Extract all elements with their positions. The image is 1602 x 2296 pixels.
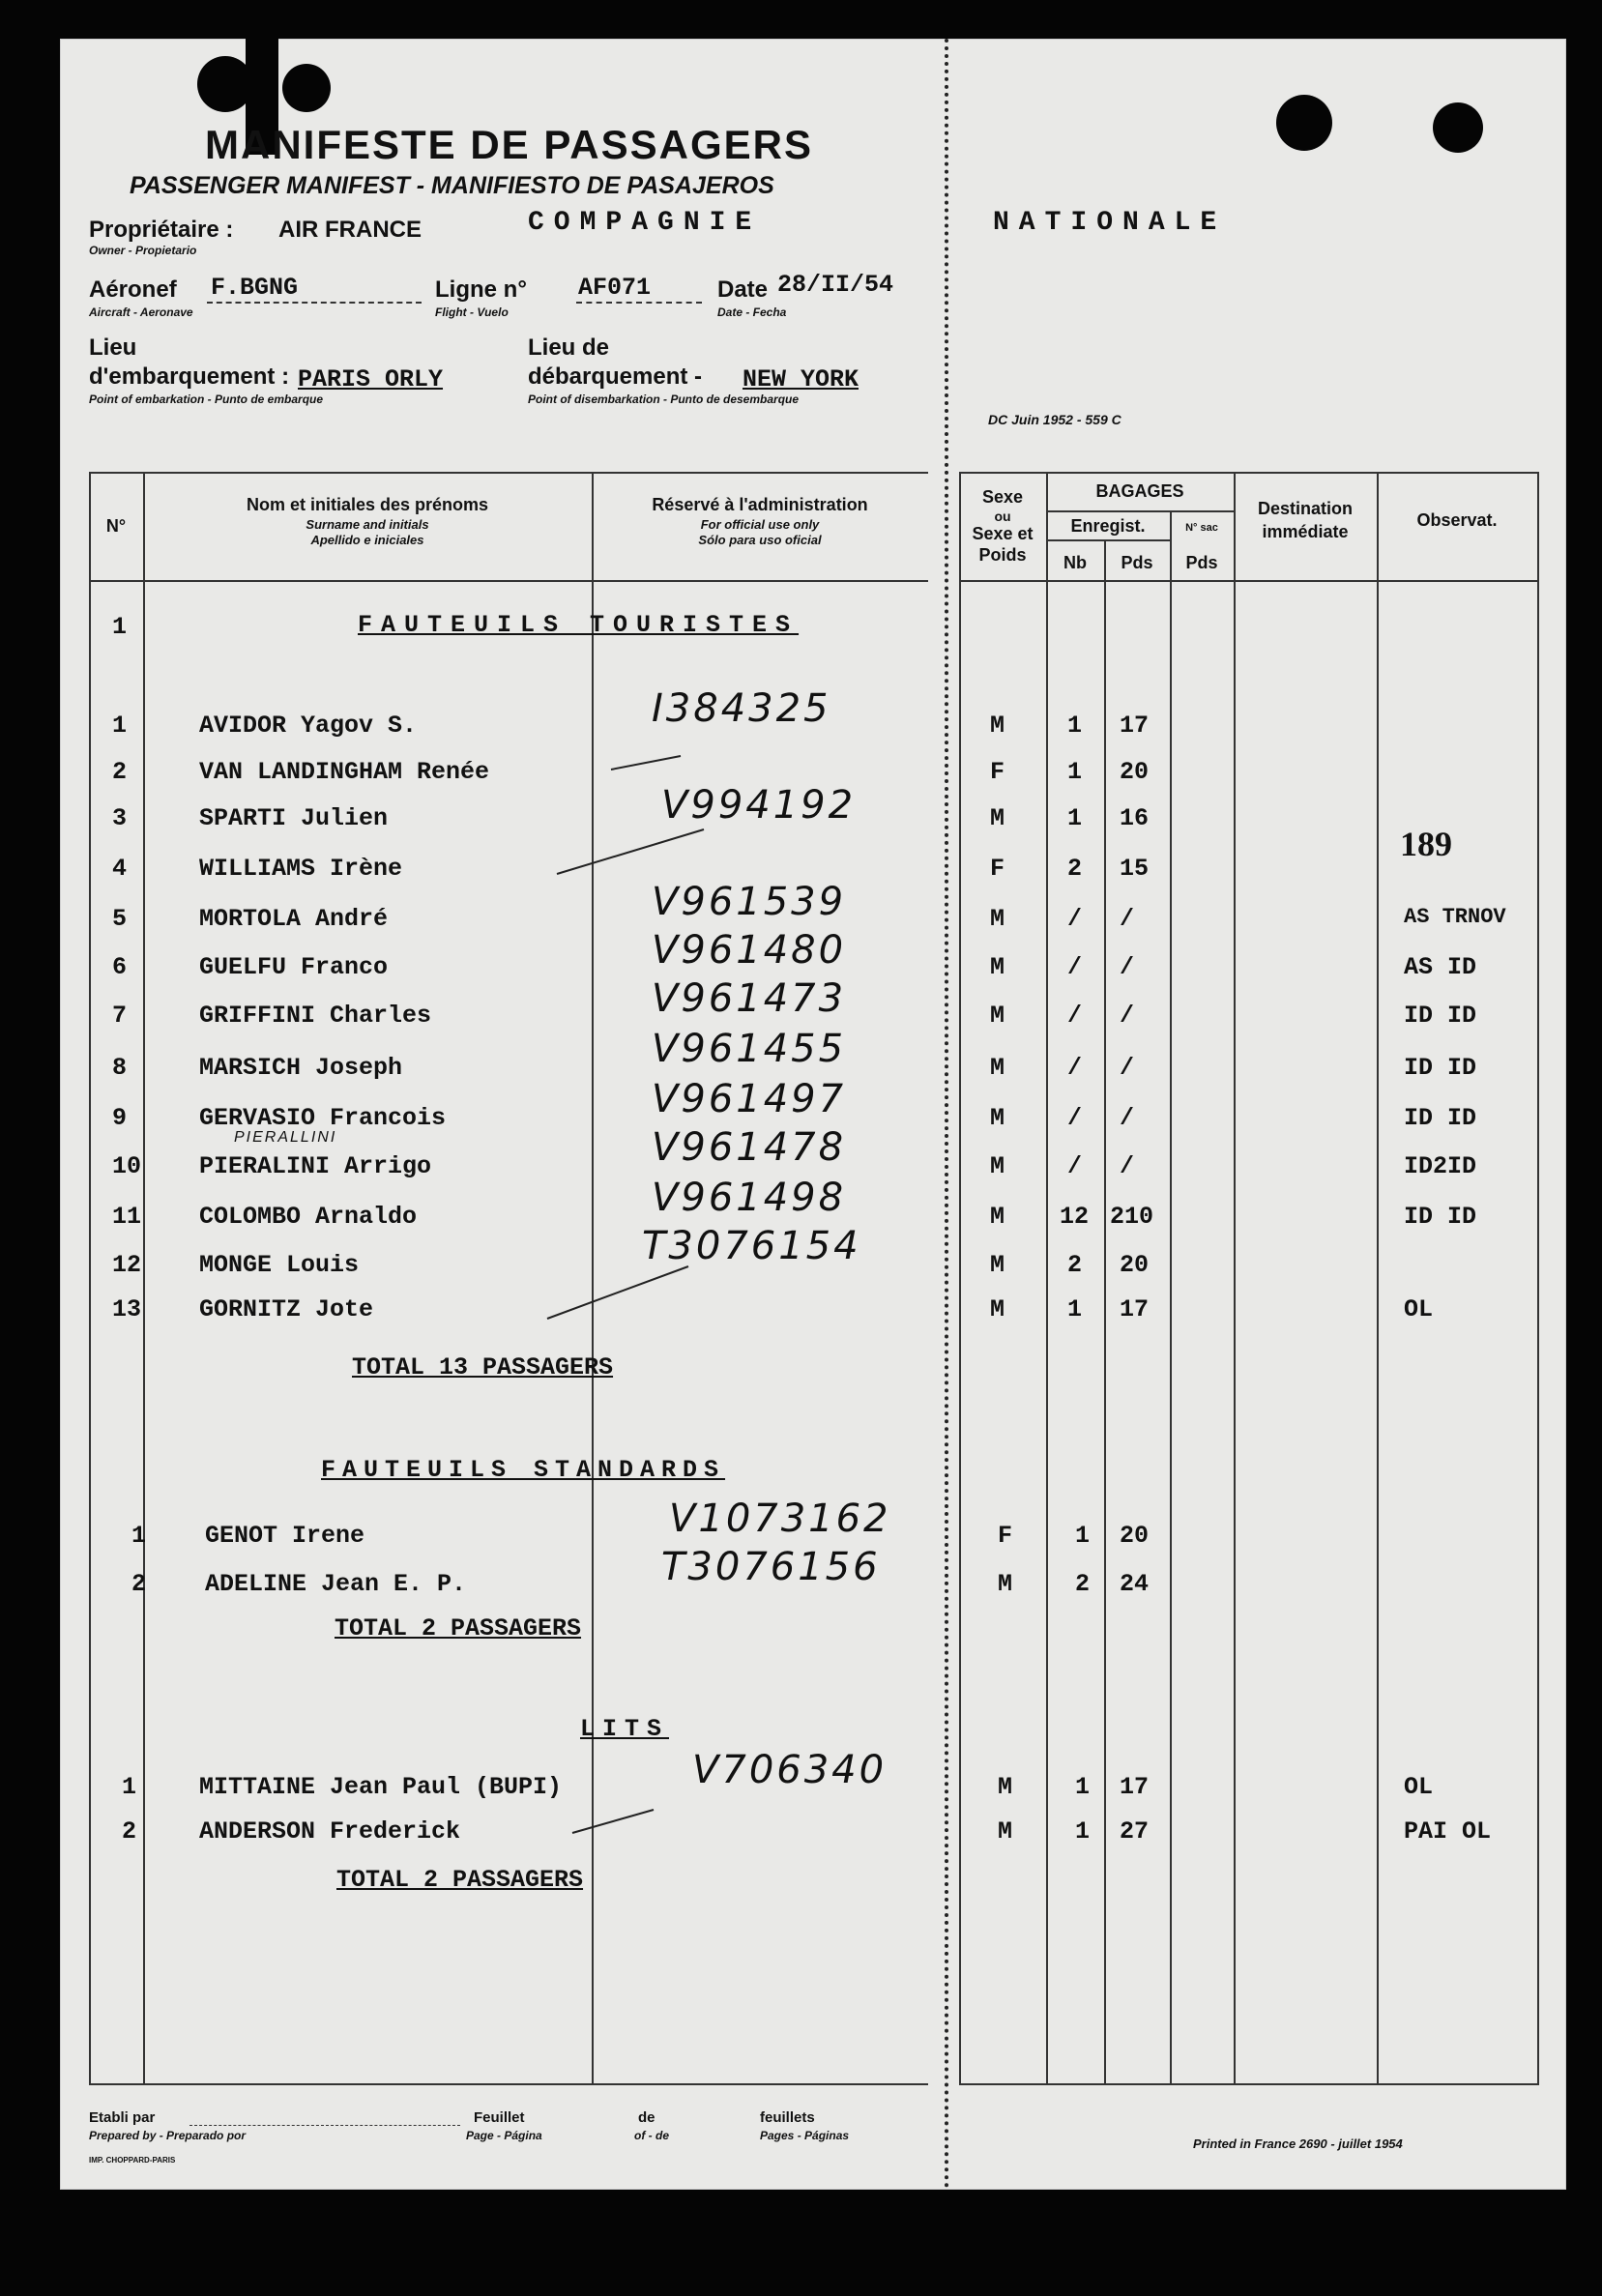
- row-no: 7: [112, 1002, 128, 1030]
- row-note: PIERALLINI: [234, 1129, 337, 1146]
- embark-sub: Point of embarkation - Punto de embarque: [89, 392, 324, 406]
- row-pds: 24: [1120, 1570, 1150, 1598]
- row-no: 13: [112, 1295, 142, 1323]
- page-subtitle: PASSENGER MANIFEST - MANIFIESTO DE PASAJEROS: [130, 172, 774, 199]
- row-nb: /: [1067, 1002, 1083, 1030]
- row-nb: 1: [1075, 1522, 1091, 1550]
- row-no: 2: [122, 1817, 137, 1846]
- aircraft-value: F.BGNG: [211, 274, 299, 302]
- row-name: GENOT Irene: [205, 1522, 365, 1550]
- col-header-name: Nom et initiales des prénoms: [246, 495, 489, 514]
- row-name: MORTOLA André: [199, 905, 389, 933]
- page-title: MANIFESTE DE PASSAGERS: [205, 122, 813, 167]
- row-nb: /: [1067, 905, 1083, 933]
- owner-sub: Owner - Propietario: [89, 244, 197, 257]
- section1-total: TOTAL 13 PASSAGERS: [352, 1353, 614, 1381]
- aircraft-line: [207, 302, 422, 304]
- footer-of-sub: of - de: [634, 2129, 669, 2142]
- footer-printer: IMP. CHOPPARD-PARIS: [89, 2156, 176, 2165]
- row-doc: V961478: [652, 1125, 847, 1170]
- pen-strokes: [89, 433, 1539, 2083]
- col-header-dest2: immédiate: [1262, 522, 1349, 541]
- row-doc: V961473: [652, 976, 847, 1021]
- row-name: ADELINE Jean E. P.: [205, 1570, 467, 1598]
- row-name: GERVASIO Francois: [199, 1104, 447, 1132]
- row-sex: M: [990, 953, 1005, 981]
- col-header-admin: Réservé à l'administration: [652, 495, 868, 514]
- row-no: 9: [112, 1104, 128, 1132]
- company-typed-1: COMPAGNIE: [528, 208, 762, 238]
- col-header-sex2: ou: [994, 509, 1011, 524]
- row-sex: M: [990, 1002, 1005, 1030]
- flight-line: [576, 302, 702, 304]
- row-pds: /: [1120, 1054, 1135, 1082]
- footer-sheets-label: feuillets: [760, 2109, 815, 2126]
- company-typed-2: NATIONALE: [993, 208, 1227, 238]
- row-name: MONGE Louis: [199, 1251, 360, 1279]
- manifest-sheet: [60, 39, 1566, 2190]
- row-nb: /: [1067, 1054, 1083, 1082]
- embark-label-1: Lieu: [89, 334, 137, 361]
- flight-sub: Flight - Vuelo: [435, 305, 509, 319]
- stroke-row2: [611, 756, 681, 770]
- owner-label: Propriétaire :: [89, 217, 234, 243]
- col-header-nb: Nb: [1063, 553, 1087, 572]
- row-name: GORNITZ Jote: [199, 1295, 374, 1323]
- section1-heading: FAUTEUILS TOURISTES: [358, 611, 800, 639]
- date-sub: Date - Fecha: [717, 305, 787, 319]
- row-name: VAN LANDINGHAM Renée: [199, 758, 490, 786]
- stroke-lits2: [572, 1810, 654, 1833]
- embark-value: PARIS ORLY: [298, 365, 444, 393]
- row-doc: V961455: [652, 1027, 847, 1071]
- row-nb: 1: [1067, 804, 1083, 832]
- row-obs: AS TRNOV: [1404, 905, 1506, 929]
- col-header-sex3: Sexe et: [972, 524, 1034, 543]
- row-name: GUELFU Franco: [199, 953, 389, 981]
- col-header-dest1: Destination: [1257, 499, 1353, 518]
- col-header-admin-sub1: For official use only: [700, 517, 820, 532]
- row-obs: ID ID: [1404, 1002, 1477, 1030]
- row-obs: OL: [1404, 1295, 1434, 1323]
- row-doc: V994192: [661, 783, 857, 828]
- col-header-sex1: Sexe: [981, 487, 1024, 507]
- disembark-label-1: Lieu de: [528, 334, 610, 361]
- row-sex: F: [998, 1522, 1013, 1550]
- footer-sheet-label: Feuillet: [474, 2109, 525, 2126]
- row-pds: 17: [1120, 712, 1150, 740]
- footer-prepared-sub: Prepared by - Preparado por: [89, 2129, 247, 2142]
- row-no: 1: [122, 1773, 137, 1801]
- row-sex: M: [990, 1104, 1005, 1132]
- row-doc: V706340: [692, 1748, 888, 1792]
- row-doc: V961497: [652, 1077, 847, 1121]
- row-pds: 17: [1120, 1295, 1150, 1323]
- punch-hole-left-2: [282, 64, 331, 112]
- row-no: 10: [112, 1152, 142, 1180]
- date-value: 28/II/54: [777, 271, 894, 299]
- row-sex: M: [990, 712, 1005, 740]
- footer-prepared-label: Etabli par: [89, 2109, 156, 2126]
- embark-label-2: d'embarquement :: [89, 363, 290, 390]
- col-header-admin-sub2: Sólo para uso oficial: [698, 533, 822, 547]
- row-doc: I384325: [652, 686, 831, 731]
- disembark-sub: Point of disembarkation - Punto de desembarque: [528, 392, 800, 406]
- punch-hole-right-2: [1433, 102, 1483, 153]
- row-obs: ID ID: [1404, 1203, 1477, 1231]
- row-doc: T3076154: [642, 1224, 861, 1268]
- row-sex: M: [990, 1152, 1005, 1180]
- row-pds: /: [1120, 953, 1135, 981]
- row-nb: /: [1067, 953, 1083, 981]
- row-pds: 20: [1120, 758, 1150, 786]
- col-header-bagages: BAGAGES: [1095, 481, 1184, 501]
- punch-hole-right-1: [1276, 95, 1332, 151]
- row-doc: V961498: [652, 1176, 847, 1220]
- footer-sheet-sub: Page - Página: [466, 2129, 542, 2142]
- row-no: 3: [112, 804, 128, 832]
- form-code: DC Juin 1952 - 559 C: [988, 412, 1121, 427]
- section3-heading: LITS: [580, 1715, 670, 1743]
- row-no: 5: [112, 905, 128, 933]
- row-nb: 2: [1067, 855, 1083, 883]
- col-header-no: N°: [105, 516, 127, 536]
- row-name: MITTAINE Jean Paul (BUPI): [199, 1773, 563, 1801]
- footer-of-label: de: [638, 2109, 655, 2126]
- row-nb: 12: [1060, 1203, 1090, 1231]
- row-nb: 2: [1067, 1251, 1083, 1279]
- row-pds: /: [1120, 1104, 1135, 1132]
- row-sex: M: [990, 1054, 1005, 1082]
- row-sex: M: [990, 905, 1005, 933]
- section1-heading-no: 1: [112, 613, 128, 641]
- row-name: COLOMBO Arnaldo: [199, 1203, 418, 1231]
- row-no: 2: [131, 1570, 147, 1598]
- row-pds: /: [1120, 905, 1135, 933]
- col-header-enreg: Enregist.: [1070, 516, 1146, 536]
- row-nb: 1: [1075, 1773, 1091, 1801]
- section3-total: TOTAL 2 PASSAGERS: [336, 1866, 584, 1894]
- row-sex: M: [998, 1817, 1013, 1846]
- section2-heading: FAUTEUILS STANDARDS: [321, 1456, 726, 1484]
- row-pds: 16: [1120, 804, 1150, 832]
- row-obs: 189: [1400, 825, 1452, 863]
- row-doc: V961480: [652, 928, 847, 973]
- row-pds: /: [1120, 1152, 1135, 1180]
- table-bottom-left: [89, 2083, 928, 2085]
- row-nb: 1: [1067, 758, 1083, 786]
- stroke-row4: [557, 829, 704, 874]
- row-obs: ID ID: [1404, 1104, 1477, 1132]
- row-sex: M: [990, 1295, 1005, 1323]
- row-pds: 210: [1110, 1203, 1154, 1231]
- row-sex: M: [990, 1203, 1005, 1231]
- row-pds: 17: [1120, 1773, 1150, 1801]
- row-nb: 2: [1075, 1570, 1091, 1598]
- col-header-pds2: Pds: [1185, 553, 1218, 572]
- row-doc: V961539: [652, 880, 847, 924]
- row-pds: 20: [1120, 1251, 1150, 1279]
- row-sex: M: [990, 1251, 1005, 1279]
- row-pds: 20: [1120, 1522, 1150, 1550]
- owner-value: AIR FRANCE: [278, 217, 422, 243]
- row-nb: 1: [1075, 1817, 1091, 1846]
- col-header-obs: Observat.: [1416, 510, 1498, 530]
- disembark-label-2: débarquement -: [528, 363, 703, 390]
- row-obs: ID ID: [1404, 1054, 1477, 1082]
- row-sex: F: [990, 758, 1005, 786]
- row-name: WILLIAMS Irène: [199, 855, 403, 883]
- row-obs: AS ID: [1404, 953, 1477, 981]
- row-nb: 1: [1067, 1295, 1083, 1323]
- row-obs: ID2ID: [1404, 1152, 1477, 1180]
- row-doc: V1073162: [669, 1497, 891, 1541]
- table-bottom-right: [959, 2083, 1539, 2085]
- row-sex: F: [990, 855, 1005, 883]
- col-header-sex4: Poids: [978, 545, 1027, 565]
- row-name: PIERALINI Arrigo: [199, 1152, 432, 1180]
- row-name: MARSICH Joseph: [199, 1054, 403, 1082]
- section2-total: TOTAL 2 PASSAGERS: [335, 1614, 582, 1642]
- row-doc: T3076156: [661, 1545, 881, 1589]
- col-header-pds: Pds: [1121, 553, 1153, 572]
- row-no: 11: [112, 1203, 142, 1231]
- row-pds: 27: [1120, 1817, 1150, 1846]
- footer-sheets-sub: Pages - Páginas: [760, 2129, 850, 2142]
- row-sex: M: [990, 804, 1005, 832]
- footer-printed: Printed in France 2690 - juillet 1954: [1193, 2136, 1403, 2151]
- row-no: 1: [112, 712, 128, 740]
- stroke-row13: [547, 1266, 688, 1319]
- row-name: SPARTI Julien: [199, 804, 389, 832]
- col-header-name-sub2: Apellido e iniciales: [310, 533, 424, 547]
- row-pds: 15: [1120, 855, 1150, 883]
- col-header-name-sub1: Surname and initials: [306, 517, 429, 532]
- footer-prepared-line: [189, 2125, 460, 2126]
- date-label: Date: [717, 276, 769, 303]
- row-nb: 1: [1067, 712, 1083, 740]
- row-obs: PAI OL: [1404, 1817, 1492, 1846]
- row-no: 1: [131, 1522, 147, 1550]
- row-name: GRIFFINI Charles: [199, 1002, 432, 1030]
- disembark-value: NEW YORK: [743, 365, 859, 393]
- row-nb: /: [1067, 1104, 1083, 1132]
- row-no: 2: [112, 758, 128, 786]
- row-name: AVIDOR Yagov S.: [199, 712, 418, 740]
- row-obs: OL: [1404, 1773, 1434, 1801]
- manifest-table: [89, 433, 1539, 2083]
- aircraft-sub: Aircraft - Aeronave: [89, 305, 193, 319]
- row-no: 12: [112, 1251, 142, 1279]
- row-nb: /: [1067, 1152, 1083, 1180]
- row-no: 4: [112, 855, 128, 883]
- row-name: ANDERSON Frederick: [199, 1817, 461, 1846]
- flight-value: AF071: [578, 274, 652, 302]
- col-header-nsac: N° sac: [1185, 522, 1218, 534]
- row-pds: /: [1120, 1002, 1135, 1030]
- aircraft-label: Aéronef: [89, 276, 177, 303]
- row-sex: M: [998, 1773, 1013, 1801]
- row-sex: M: [998, 1570, 1013, 1598]
- flight-label: Ligne n°: [435, 276, 527, 303]
- row-no: 6: [112, 953, 128, 981]
- row-no: 8: [112, 1054, 128, 1082]
